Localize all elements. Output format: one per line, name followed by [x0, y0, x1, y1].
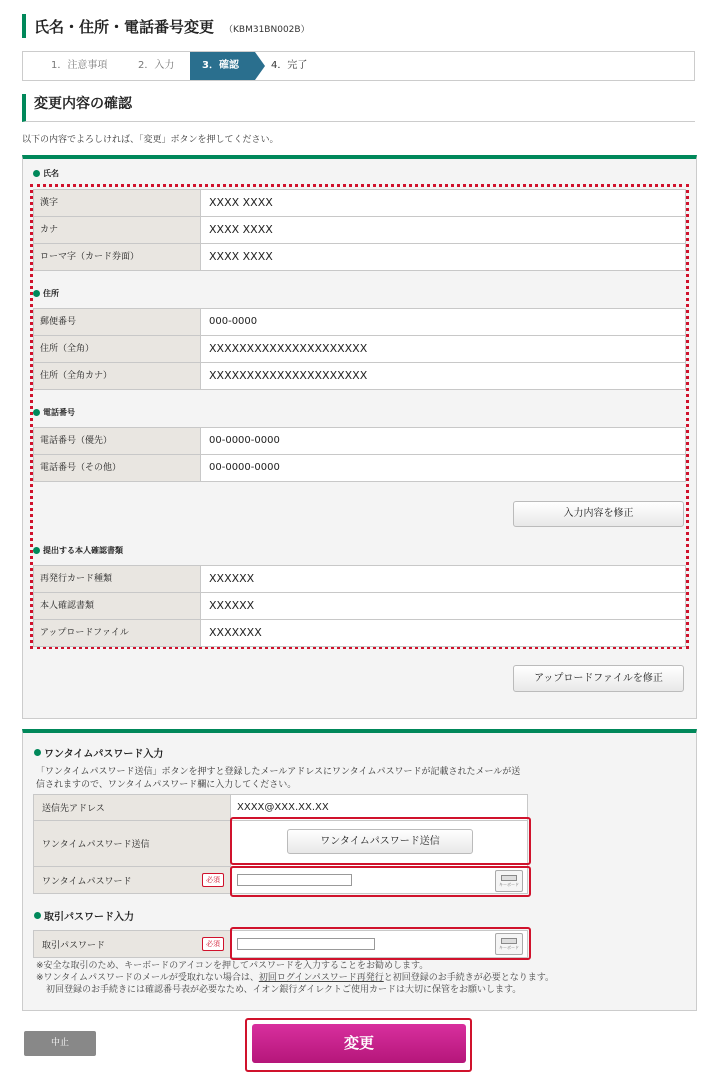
phone-heading: 電話番号 — [33, 407, 75, 418]
reissue-link[interactable]: 初回ログインパスワード再発行 — [258, 973, 384, 983]
edit-input-button[interactable]: 入力内容を修正 — [513, 501, 684, 527]
page-title: 氏名・住所・電話番号変更 — [34, 17, 215, 36]
section-title: 変更内容の確認 — [22, 94, 695, 122]
table-row: 電話番号（その他） 00-0000-0000 — [33, 455, 686, 482]
table-row: アップロードファイル XXXXXXX — [33, 620, 686, 647]
bullet-icon — [33, 409, 40, 416]
step-2: 2．入力 — [138, 60, 175, 71]
required-badge: 必須 — [202, 937, 224, 951]
otp-description: 「ワンタイムパスワード送信」ボタンを押すと登録したメールアドレスにワンタイムパスワードが記載されたメールが送信されますので、ワンタイムパスワード欄に入力してください。 — [36, 767, 521, 790]
required-badge: 必須 — [202, 873, 224, 887]
table-row: 取引パスワード 必須 — [33, 931, 528, 958]
cancel-button[interactable]: 中止 — [24, 1031, 96, 1056]
notes: ※安全な取引のため、キーボードのアイコンを押してパスワードを入力することをお勧めします。 ※ワンタイムパスワードのメールが受取れない場合は、初回ログインパスワード再発行と初回登録のお手続きが必要となります。 初回登録のお手続きには確認番号表が必要なため、イオン銀行ダイレクトご使用カードは大切に保管をお願いします。 — [36, 961, 555, 995]
docs-table — [33, 565, 686, 647]
table-row: ワンタイムパスワード 必須 — [33, 867, 528, 894]
table-row: 郵便番号 000-0000 — [33, 309, 686, 336]
tx-keyboard-button[interactable]: キーボード — [495, 933, 523, 955]
table-row: 住所（全角） XXXXXXXXXXXXXXXXXXXXX — [33, 336, 686, 363]
name-table — [33, 189, 686, 271]
bullet-icon — [33, 170, 40, 177]
tx-heading: 取引パスワード入力 — [34, 908, 134, 923]
step-4: 4．完了 — [271, 60, 308, 71]
bullet-icon — [34, 749, 41, 756]
table-row: 送信先アドレス XXXX@XXX.XX.XX — [33, 795, 528, 821]
step-1: 1．注意事項 — [51, 60, 108, 71]
bullet-icon — [33, 547, 40, 554]
table-row: 電話番号（優先） 00-0000-0000 — [33, 428, 686, 455]
bullet-icon — [33, 290, 40, 297]
table-row: 漢字 XXXX XXXX — [33, 190, 686, 217]
name-heading: 氏名 — [33, 168, 59, 179]
table-row: 再発行カード種類 XXXXXX — [33, 566, 686, 593]
edit-upload-button[interactable]: アップロードファイルを修正 — [513, 665, 684, 692]
screen-code: （KBM31BN002B） — [224, 24, 310, 35]
step-3-current: 3．確認 — [190, 52, 255, 80]
intro-text: 以下の内容でよろしければ、「変更」ボタンを押してください。 — [22, 135, 279, 145]
otp-keyboard-button[interactable]: キーボード — [495, 870, 523, 892]
step-indicator — [22, 51, 695, 81]
address-table — [33, 308, 686, 390]
highlight-tx — [230, 927, 531, 960]
address-heading: 住所 — [33, 288, 59, 299]
highlight-otp — [230, 866, 531, 897]
docs-heading: 提出する本人確認書類 — [33, 545, 123, 556]
table-row: カナ XXXX XXXX — [33, 217, 686, 244]
page-title-bar — [22, 14, 310, 38]
highlight-send — [230, 817, 531, 865]
otp-heading: ワンタイムパスワード入力 — [34, 745, 163, 760]
bullet-icon — [34, 912, 41, 919]
table-row: 住所（全角カナ） XXXXXXXXXXXXXXXXXXXXX — [33, 363, 686, 390]
send-otp-button[interactable]: ワンタイムパスワード送信 — [287, 829, 473, 854]
table-row: 本人確認書類 XXXXXX — [33, 593, 686, 620]
phone-table — [33, 427, 686, 482]
submit-button[interactable]: 変更 — [252, 1024, 466, 1063]
table-row: ワンタイムパスワード送信 — [33, 821, 528, 867]
table-row: ローマ字（カード券面） XXXX XXXX — [33, 244, 686, 271]
